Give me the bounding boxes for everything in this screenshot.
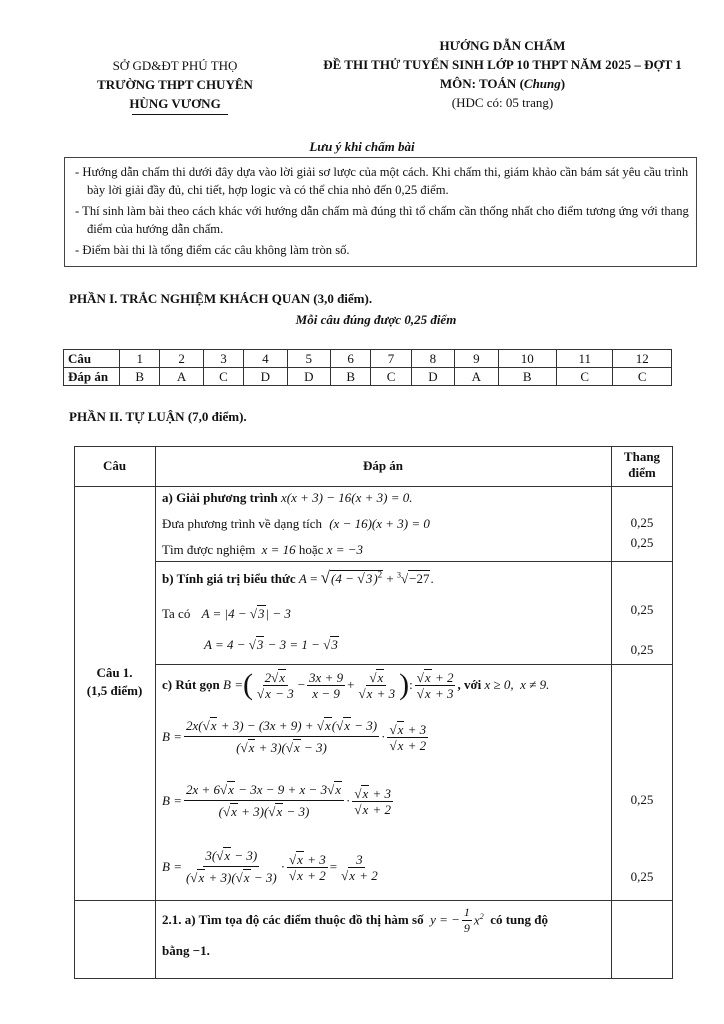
score-a-1: 0,25 (630, 515, 654, 530)
school-name-2: HÙNG VƯƠNG (129, 96, 221, 111)
answer-letter: B (120, 368, 160, 386)
answer-letter: A (160, 368, 203, 386)
dept-name: SỞ GD&ĐT PHÚ THỌ (112, 58, 238, 73)
question-number: 8 (411, 350, 454, 368)
answer-letter: A (455, 368, 498, 386)
question-number: 3 (203, 350, 243, 368)
part-c-title: c) Rút gọn B = ( $\frac{2√x}{√x - 3}$ − $\frac{3x + 9}{x - 9}$ + $\frac{√x}{√x + 3}$ ) : $\frac{√x + 2}{√x + 3}$ , với x ≥ 0, x ≠ 9. (162, 668, 550, 701)
part-c-step2: B = $\frac{2x + 6√x - 3x - 9 + x - 3√x}{(√x + 3)(√x - 3)}$ · $\frac{√x + 3}{√x + 2}$ (162, 781, 392, 819)
row-divider-a (155, 561, 673, 562)
answer-letter: C (613, 368, 672, 386)
note-item-3: - Điểm bài thi là tổng điểm các câu không làm tròn số. (75, 243, 350, 257)
cau1-label: Câu 1. (1,5 điểm) (86, 665, 143, 698)
notes-title: Lưu ý khi chấm bài (309, 139, 415, 154)
question-number: 12 (613, 350, 672, 368)
part-a-title: a) Giải phương trình x(x + 3) − 16(x + 3) = 0. (162, 490, 413, 505)
part-c-step3: B = $\frac{3(√x - 3)}{(√x + 3)(√x - 3)}$ · $\frac{√x + 3}{√x + 2}$ = $\frac{3}{√x + 2}$ (162, 847, 378, 885)
part1-title: PHẦN I. TRẮC NGHIỆM KHÁCH QUAN (3,0 điểm). (69, 291, 373, 306)
q21-title: 2.1. a) Tìm tọa độ các điểm thuộc đồ thị hàm số y = − $\frac{1}{9}$ $x^2$ có tung độ (162, 904, 548, 935)
school-name-1: TRƯỜNG THPT CHUYÊN (97, 77, 253, 92)
part-b-title: b) Tính giá trị biểu thức $A = √(4 - √3)^2 + ^3√-27$. (162, 568, 434, 587)
answer-key-row-questions (64, 350, 672, 368)
row-divider-c (74, 900, 673, 901)
score-b-2: 0,25 (630, 642, 654, 657)
subject: MÔN: TOÁN (Chung) (439, 76, 566, 91)
answer-letter: D (244, 368, 287, 386)
question-number: 7 (371, 350, 411, 368)
answer-letter: D (411, 368, 454, 386)
header-underline (132, 114, 228, 115)
part-b-step1: Ta có A = |4 − √3| − 3 (162, 606, 291, 621)
answer-key-label-cau: Câu (64, 350, 120, 368)
question-number: 4 (244, 350, 287, 368)
score-c-2: 0,25 (630, 869, 654, 884)
question-number: 6 (330, 350, 370, 368)
answer-key-table (63, 349, 672, 386)
part-c-step1: B = $\frac{2x(√x + 3) - (3x + 9) + √x(√x - 3)}{(√x + 3)(√x - 3)}$ · $\frac{√x + 3}{√x + 2}$ (162, 717, 427, 755)
score-b-1: 0,25 (630, 602, 654, 617)
col-header-cau: Câu (102, 458, 127, 473)
question-number: 5 (287, 350, 330, 368)
note-item-2: - Thí sinh làm bài theo cách khác với hướng dẫn chấm mà đúng thì tổ chấm cần thống nhất cho điểm tương ứng với thang điểm của hướng dẫn chấm. (75, 204, 689, 236)
notes-box (64, 157, 697, 267)
question-number: 2 (160, 350, 203, 368)
q21-line2: bằng −1. (162, 943, 210, 958)
header-right (290, 36, 715, 112)
part1-subtitle: Mỗi câu đúng được 0,25 điểm (295, 312, 457, 327)
answer-letter: C (203, 368, 243, 386)
col-header-thang: Thang điểm (623, 449, 661, 480)
header-left (60, 56, 290, 113)
part-b-step2: A = 4 − √3 − 3 = 1 − √3 (204, 637, 338, 652)
question-number: 1 (120, 350, 160, 368)
row-divider-b (155, 664, 673, 665)
answer-key-label-dapan: Đáp án (64, 368, 120, 386)
answer-letter: D (287, 368, 330, 386)
question-number: 10 (498, 350, 556, 368)
part-a-step2: Tìm được nghiệm x = 16 hoặc x = −3 (162, 542, 364, 557)
answer-key-row-answers (64, 368, 672, 386)
answer-letter: C (371, 368, 411, 386)
score-c-1: 0,25 (630, 792, 654, 807)
col-header-dapan: Đáp án (362, 458, 404, 473)
page-count: (HDC có: 05 trang) (451, 95, 554, 110)
answer-letter: B (498, 368, 556, 386)
note-item-1: - Hướng dẫn chấm thi dưới đây dựa vào lời giải sơ lược của một cách. Khi chấm thi, giám khảo cần bám sát yêu cầu trình bày lời giải đầy đủ, chi tiết, hợp logic và có thể chia nhỏ đến 0,25 điểm. (75, 165, 689, 197)
header-row-divider (74, 486, 673, 487)
score-a-2: 0,25 (630, 535, 654, 550)
exam-title: ĐỀ THI THỬ TUYỂN SINH LỚP 10 THPT NĂM 2025 – ĐỢT 1 (323, 57, 682, 72)
part2-title: PHẦN II. TỰ LUẬN (7,0 điểm). (69, 409, 247, 424)
question-number: 9 (455, 350, 498, 368)
doc-type: HƯỚNG DẪN CHẤM (439, 38, 566, 53)
question-number: 11 (556, 350, 613, 368)
part-a-step1: Đưa phương trình về dạng tích (x − 16)(x + 3) = 0 (162, 516, 430, 531)
answer-letter: B (330, 368, 370, 386)
answer-letter: C (556, 368, 613, 386)
